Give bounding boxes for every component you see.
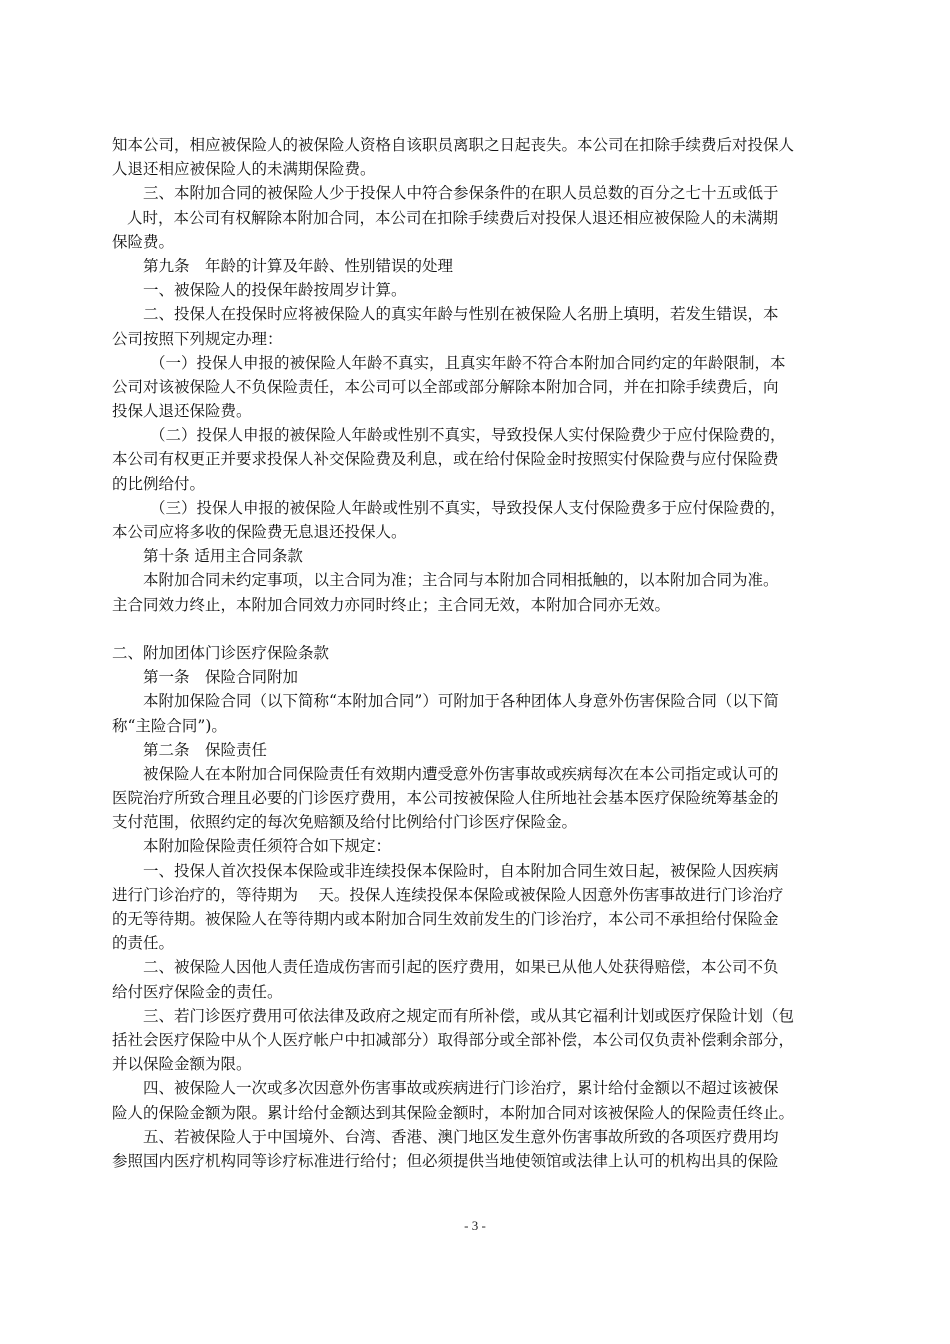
text-line: 投保人退还保险费。 — [112, 402, 252, 421]
text-line: 本附加险保险责任须符合如下规定： — [143, 837, 392, 856]
body-text — [112, 133, 840, 1173]
text-line: 参照国内医疗机构同等诊疗标准进行给付；但必须提供当地使领馆或法律上认可的机构出具的保险 — [112, 1151, 779, 1170]
text-line: 本公司应将多收的保险费无息退还投保人。 — [112, 523, 407, 541]
section-heading: 二、附加团体门诊医疗保险条款 — [112, 643, 330, 662]
page-number: - 3 - — [464, 1218, 486, 1233]
text-line: 公司按照下列规定办理： — [112, 329, 283, 348]
text-line: 给付医疗保险金的责任。 — [112, 982, 283, 1001]
text-line: 本公司有权更正并要求投保人补交保险费及利息，或在给付保险金时按照实付保险费与应付保险费 — [112, 450, 779, 469]
text-line: 被保险人在本附加合同保险责任有效期内遭受意外伤害事故或疾病每次在本公司指定或认可的 — [143, 764, 779, 783]
article-heading: 第十条 适用主合同条款 — [143, 547, 303, 566]
text-line: 本附加保险合同（以下简称“本附加合同”）可附加于各种团体人身意外伤害保险合同（以下简 — [143, 692, 779, 711]
text-line: 三、若门诊医疗费用可依法律及政府之规定而有所补偿，或从其它福利计划或医疗保险计划（包 — [143, 1006, 795, 1025]
text-line: 进行门诊治疗的，等待期为 天。投保人连续投保本保险或被保险人因意外伤害事故进行门诊治疗 — [112, 885, 784, 904]
text-line: 人退还相应被保险人的未满期保险费。 — [112, 160, 376, 179]
article-heading: 第九条 年龄的计算及年龄、性别错误的处理 — [143, 256, 454, 275]
text-line: 四、被保险人一次或多次因意外伤害事故或疾病进行门诊治疗，累计给付金额以不超过该被保 — [143, 1079, 779, 1098]
text-line: 本附加合同未约定事项，以主合同为准；主合同与本附加合同相抵触的，以本附加合同为准。 — [143, 571, 779, 590]
article-heading: 第一条 保险合同附加 — [143, 668, 299, 687]
text-line: 支付范围，依照约定的每次免赔额及给付比例给付门诊医疗保险金。 — [112, 813, 578, 832]
text-line: 一、被保险人的投保年龄按周岁计算。 — [143, 281, 407, 300]
text-line: （三）投保人申报的被保险人年龄或性别不真实，导致投保人支付保险费多于应付保险费的， — [150, 498, 786, 517]
text-line: 主合同效力终止，本附加合同效力亦同时终止；主合同无效，本附加合同亦无效。 — [112, 595, 671, 614]
text-line: 知本公司，相应被保险人的被保险人资格自该职员离职之日起丧失。本公司在扣除手续费后对投保人 — [112, 136, 795, 154]
text-line: 保险费。 — [112, 232, 175, 251]
blank-line — [112, 617, 840, 641]
text-line: 二、投保人在投保时应将被保险人的真实年龄与性别在被保险人名册上填明，若发生错误，本 — [143, 305, 779, 324]
text-line: 五、若被保险人于中国境外、台湾、香港、澳门地区发生意外伤害事故所致的各项医疗费用均 — [143, 1127, 779, 1146]
text-line: 的责任。 — [112, 934, 175, 953]
text-line: 一、投保人首次投保本保险或非连续投保本保险时，自本附加合同生效日起，被保险人因疾病 — [143, 861, 779, 880]
text-line: （二）投保人申报的被保险人年龄或性别不真实，导致投保人实付保险费少于应付保险费的， — [150, 426, 786, 445]
text-line: 二、被保险人因他人责任造成伤害而引起的医疗费用，如果已从他人处获得赔偿，本公司不负 — [143, 958, 779, 977]
text-line: 医院治疗所致合理且必要的门诊医疗费用，本公司按被保险人住所地社会基本医疗保险统筹基金的 — [112, 789, 779, 808]
article-heading: 第二条 保险责任 — [143, 740, 268, 759]
text-line: 人时，本公司有权解除本附加合同，本公司在扣除手续费后对投保人退还相应被保险人的未满期 — [127, 208, 779, 227]
text-line: 公司对该被保险人不负保险责任，本公司可以全部或部分解除本附加合同，并在扣除手续费后，向 — [112, 377, 779, 396]
text-line: 并以保险金额为限。 — [112, 1055, 252, 1074]
text-line: 险人的保险金额为限。累计给付金额达到其保险金额时，本附加合同对该被保险人的保险责任终止。 — [112, 1103, 795, 1122]
text-line: 括社会医疗保险中从个人医疗帐户中扣减部分）取得部分或全部补偿，本公司仅负责补偿剩余部分， — [112, 1030, 795, 1049]
text-line: 称“主险合同”)。 — [112, 716, 227, 735]
text-line: （一）投保人申报的被保险人年龄不真实，且真实年龄不符合本附加合同约定的年龄限制，本 — [150, 353, 786, 372]
text-line: 三、本附加合同的被保险人少于投保人中符合参保条件的在职人员总数的百分之七十五或低于 — [143, 184, 779, 203]
text-line: 的无等待期。被保险人在等待期内或本附加合同生效前发生的门诊治疗，本公司不承担给付保险金 — [112, 910, 779, 928]
text-line: 的比例给付。 — [112, 474, 206, 493]
